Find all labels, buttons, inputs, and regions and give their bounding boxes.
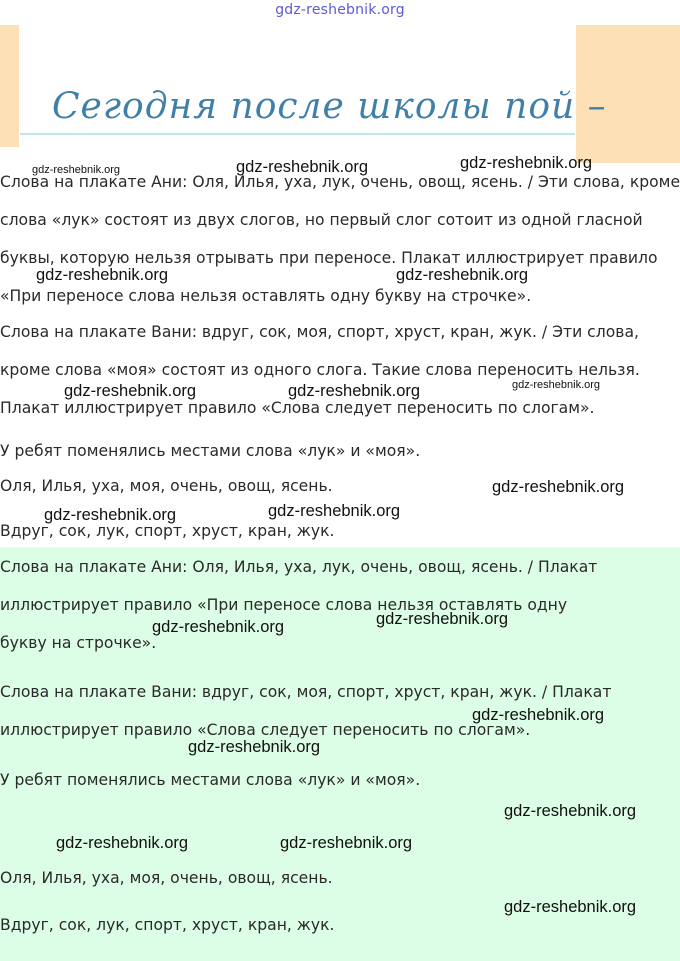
- text-line: Слова на плакате Ани: Оля, Илья, уха, лук, очень, овощ, ясень. / Плакат: [0, 558, 598, 576]
- text-line: Слова на плакате Вани: вдруг, сок, моя, спорт, хруст, кран, жук. / Эти слова,: [0, 323, 639, 341]
- watermark: gdz-reshebnik.org: [396, 266, 529, 284]
- text-line: Слова на плакате Вани: вдруг, сок, моя, спорт, хруст, кран, жук. / Плакат: [0, 683, 612, 701]
- watermark: gdz-reshebnik.org: [280, 834, 413, 852]
- watermark: gdz-reshebnik.org: [504, 898, 637, 916]
- watermark: gdz-reshebnik.org: [472, 706, 605, 724]
- watermark: gdz-reshebnik.org: [512, 379, 601, 391]
- text-line: буквы, которую нельзя отрывать при переносе. Плакат иллюстрирует правило: [0, 249, 658, 267]
- text-line: Оля, Илья, уха, моя, очень, овощ, ясень.: [0, 477, 333, 495]
- text-line: Оля, Илья, уха, моя, очень, овощ, ясень.: [0, 869, 333, 887]
- watermark: gdz-reshebnik.org: [236, 158, 369, 176]
- watermark: gdz-reshebnik.org: [460, 154, 593, 172]
- text-line: Вдруг, сок, лук, спорт, хруст, кран, жук.: [0, 522, 335, 540]
- watermark: gdz-reshebnik.org: [504, 802, 637, 820]
- watermark: gdz-reshebnik.org: [44, 506, 177, 524]
- watermark: gdz-reshebnik.org: [376, 610, 509, 628]
- watermark: gdz-reshebnik.org: [288, 382, 421, 400]
- text-line: «При переносе слова нельзя оставлять одну букву на строчке».: [0, 287, 532, 305]
- textbook-heading-box: [52, 86, 607, 146]
- text-line: У ребят поменялись местами слова «лук» и «моя».: [0, 771, 421, 789]
- site-watermark-top: gdz-reshebnik.org: [275, 2, 405, 18]
- text-line: иллюстрирует правило «Слова следует переносить по слогам».: [0, 721, 531, 739]
- text-line: Слова на плакате Ани: Оля, Илья, уха, лук, очень, овощ, ясень. / Эти слова, кроме: [0, 173, 680, 191]
- watermark: gdz-reshebnik.org: [32, 164, 121, 176]
- text-line: слова «лук» состоят из двух слогов, но первый слог сотоит из одной гласной: [0, 211, 643, 229]
- answer1-swap: [0, 432, 676, 470]
- answer2-swap: [0, 761, 676, 799]
- answer1-para2: [0, 313, 676, 427]
- watermark: gdz-reshebnik.org: [64, 382, 197, 400]
- textbook-heading: Сегодня после школы пой –: [52, 86, 607, 127]
- watermark: gdz-reshebnik.org: [36, 266, 169, 284]
- text-line: букву на строчке».: [0, 634, 157, 652]
- answer1-para1: [0, 163, 680, 315]
- text-line: У ребят поменялись местами слова «лук» и «моя».: [0, 442, 421, 460]
- watermark: gdz-reshebnik.org: [152, 618, 285, 636]
- watermark: gdz-reshebnik.org: [188, 738, 321, 756]
- text-line: Вдруг, сок, лук, спорт, хруст, кран, жук.: [0, 916, 335, 934]
- textbook-left-margin: [0, 25, 19, 147]
- text-line: иллюстрирует правило «При переносе слова нельзя оставлять одну: [0, 596, 568, 614]
- text-line: кроме слова «моя» состоят из одного слога. Такие слова переносить нельзя.: [0, 361, 640, 379]
- answer2-para1: [0, 548, 676, 662]
- watermark: gdz-reshebnik.org: [268, 502, 401, 520]
- watermark: gdz-reshebnik.org: [56, 834, 189, 852]
- watermark: gdz-reshebnik.org: [492, 478, 625, 496]
- text-line: Плакат иллюстрирует правило «Слова следует переносить по слогам».: [0, 399, 595, 417]
- answer2-list1: [0, 859, 676, 897]
